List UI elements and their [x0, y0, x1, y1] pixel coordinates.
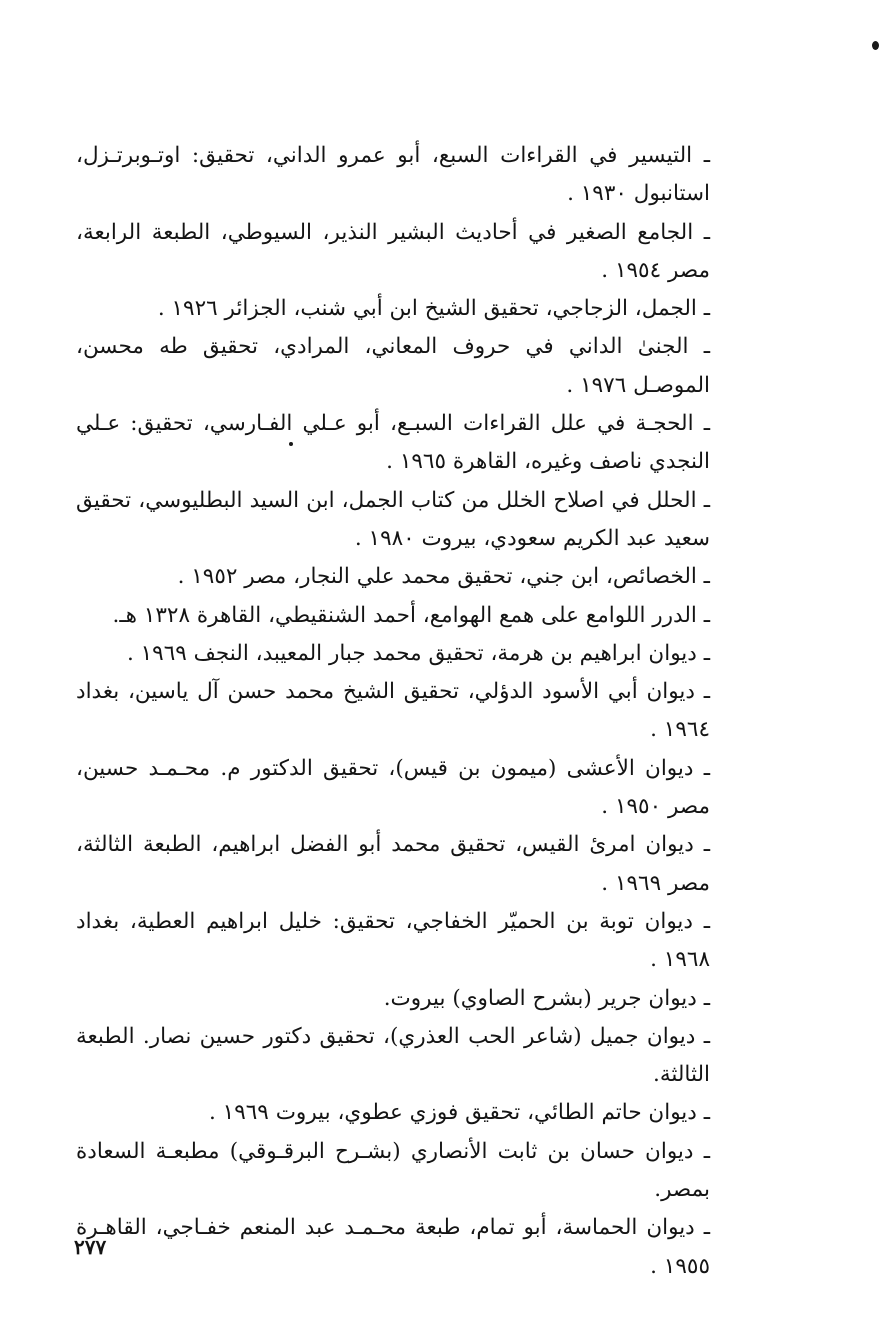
bibliography-entry: ـ ديوان الحماسة، أبو تمام، طبعة محـمـد عبد المنعم خفـاجي، القاهـرة ١٩٥٥ . [76, 1215, 710, 1279]
bibliography-list [76, 137, 710, 1286]
bibliography-entry: ـ ديوان جرير (بشرح الصاوي) بيروت. [383, 985, 710, 1011]
bibliography-entry: ـ الدرر اللوامع على همع الهوامع، أحمد الشنقيطي، القاهرة ١٣٢٨ هـ. [112, 602, 710, 628]
bibliography-entry: ـ ديوان توبة بن الحميّر الخفاجي، تحقيق: خليل ابراهيم العطية، بغداد ١٩٦٨ . [76, 908, 710, 973]
bibliography-entry: ـ ديوان أبي الأسود الدؤلي، تحقيق الشيخ محمد حسن آل ياسين، بغداد ١٩٦٤ . [76, 679, 710, 743]
bibliography-entry: ـ الجامع الصغير في أحاديث البشير النذير، السيوطي، الطبعة الرابعة، مصر ١٩٥٤ . [76, 219, 710, 283]
margin-mark [872, 41, 879, 50]
bibliography-entry: ـ ديوان ابراهيم بن هرمة، تحقيق محمد جبار المعيبد، النجف ١٩٦٩ . [126, 640, 710, 666]
bibliography-entry: ـ ديوان الأعشى (ميمون بن قيس)، تحقيق الدكتور م. محـمـد حسين، مصر ١٩٥٠ . [76, 755, 710, 820]
page-number: ٢٧٧ [74, 1235, 107, 1259]
bibliography-entry: ـ الجنىٰ الداني في حروف المعاني، المرادي، تحقيق طه محسن، الموصـل ١٩٧٦ . [76, 334, 710, 398]
bibliography-entry: ـ ديوان حسان بن ثابت الأنصاري (بشـرح البرقـوقي) مطبعـة السعادة بمصر. [76, 1138, 710, 1203]
bibliography-entry: ـ ديوان حاتم الطائي، تحقيق فوزي عطوي، بيروت ١٩٦٩ . [208, 1100, 710, 1126]
bibliography-entry: ـ الخصائص، ابن جني، تحقيق محمد علي النجار، مصر ١٩٥٢ . [177, 564, 710, 590]
bibliography-entry: ـ الحلل في اصلاح الخلل من كتاب الجمل، ابن السيد البطليوسي، تحقيق سعيد عبد الكريم سعودي، بيروت ١٩٨٠ . [76, 487, 710, 551]
bibliography-entry: ـ ديوان امرئ القيس، تحقيق محمد أبو الفضل ابراهيم، الطبعة الثالثة، مصر ١٩٦٩ . [76, 832, 710, 896]
bibliography-entry: ـ التيسير في القراءات السبع، أبو عمرو الداني، تحقيق: اوتـوبرتـزل، استانبول ١٩٣٠ . [76, 143, 710, 207]
bibliography-entry: ـ ديوان جميل (شاعر الحب العذري)، تحقيق دكتور حسين نصار. الطبعة الثالثة. [76, 1023, 710, 1088]
bibliography-entry: ـ الحجـة في علل القراءات السبـع، أبو عـلي الفـارسي، تحقيق: عـلي النجدي ناصف وغيره، القاهرة ١٩٦٥ . [76, 411, 710, 475]
bibliography-entry: ـ الجمل، الزجاجي، تحقيق الشيخ ابن أبي شنب، الجزائر ١٩٢٦ . [157, 296, 710, 322]
